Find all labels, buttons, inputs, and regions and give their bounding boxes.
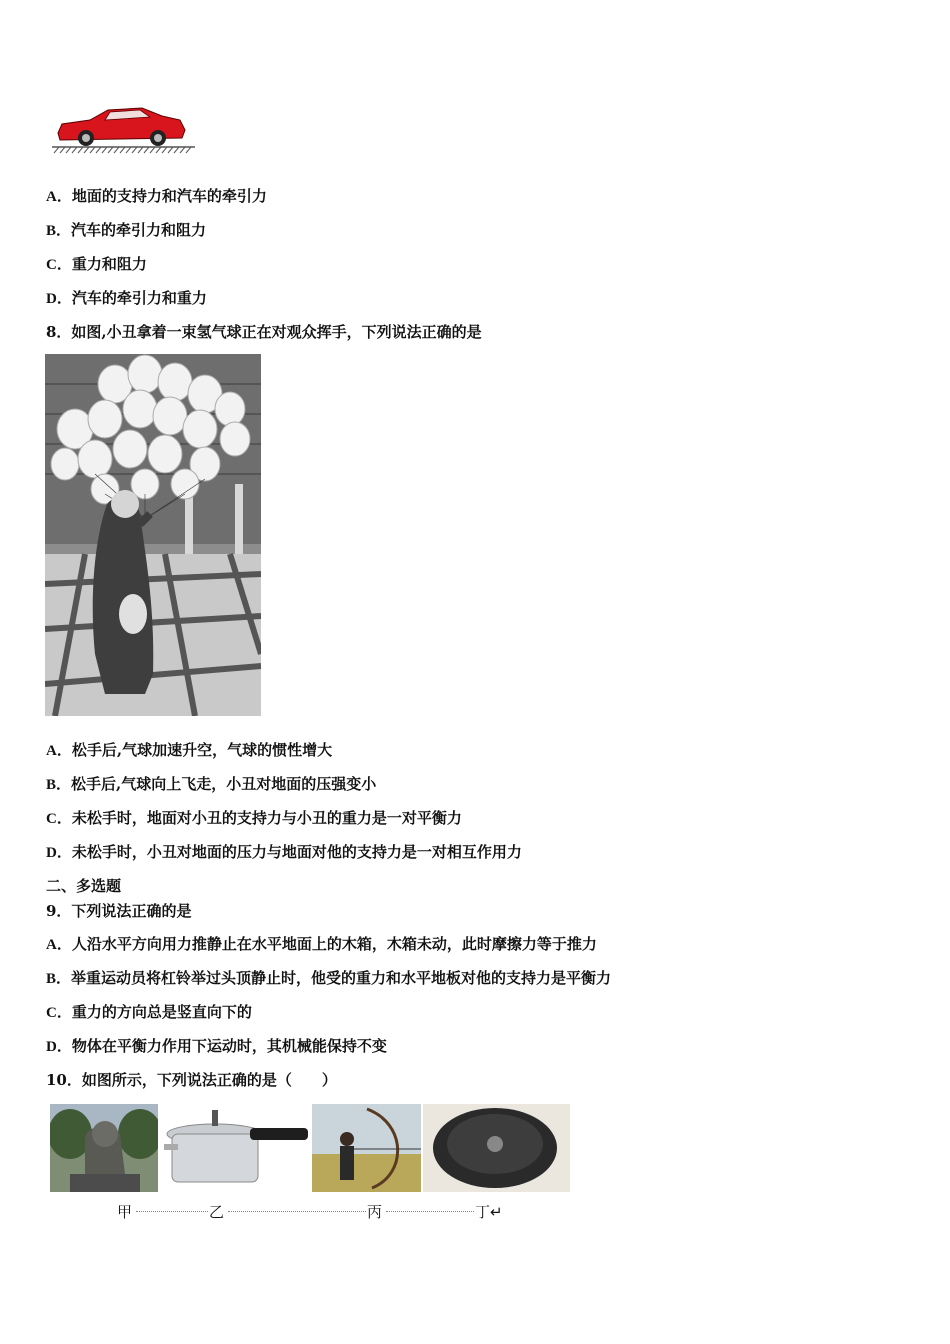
section-title: 二、多选题 — [46, 877, 122, 895]
q7-option-c: C．重力和阻力 — [46, 255, 147, 273]
dotted-leader — [136, 1211, 208, 1212]
q8-option-c: C．未松手时，地面对小丑的支持力与小丑的重力是一对平衡力 — [46, 809, 462, 827]
caption-ding: 丁↵ — [475, 1203, 503, 1221]
clown-balloons-photo — [45, 354, 261, 716]
q7-option-d: D．汽车的牵引力和重力 — [46, 289, 207, 307]
pressure-cooker-photo — [160, 1104, 308, 1192]
q8-option-a: A．松手后,气球加速升空，气球的惯性增大 — [46, 741, 333, 759]
ground-hatch — [52, 147, 195, 153]
archer-photo — [312, 1104, 421, 1192]
car-figure — [50, 100, 200, 160]
q9-option-b: B．举重运动员将杠铃举过头顶静止时，他受的重力和水平地板对他的支持力是平衡力 — [46, 969, 612, 987]
q7-option-b: B．汽车的牵引力和阻力 — [46, 221, 207, 239]
caption-jia: 甲 — [117, 1203, 133, 1221]
q8-option-d: D．未松手时，小丑对地面的压力与地面对他的支持力是一对相互作用力 — [46, 843, 522, 861]
dotted-leader — [228, 1211, 366, 1212]
caption-bing: 丙 — [367, 1203, 383, 1221]
q10-stem: 10．如图所示，下列说法正确的是（ ） — [46, 1071, 337, 1089]
q9-option-a: A．人沿水平方向用力推静止在水平地面上的木箱，木箱未动，此时摩擦力等于推力 — [46, 935, 597, 953]
q9-stem: 9．下列说法正确的是 — [46, 902, 192, 920]
caption-yi: 乙 — [209, 1203, 225, 1221]
q9-option-c: C．重力的方向总是竖直向下的 — [46, 1003, 252, 1021]
q9-option-d: D．物体在平衡力作用下运动时，其机械能保持不变 — [46, 1037, 387, 1055]
q7-option-a: A．地面的支持力和汽车的牵引力 — [46, 187, 267, 205]
stone-lion-photo — [50, 1104, 158, 1192]
dotted-leader — [386, 1211, 474, 1212]
q8-option-b: B．松手后,气球向上飞走，小丑对地面的压强变小 — [46, 775, 377, 793]
robot-vacuum-photo — [423, 1104, 570, 1192]
car-icon — [58, 108, 185, 146]
q8-stem: 8．如图,小丑拿着一束氢气球正在对观众挥手，下列说法正确的是 — [46, 323, 482, 341]
